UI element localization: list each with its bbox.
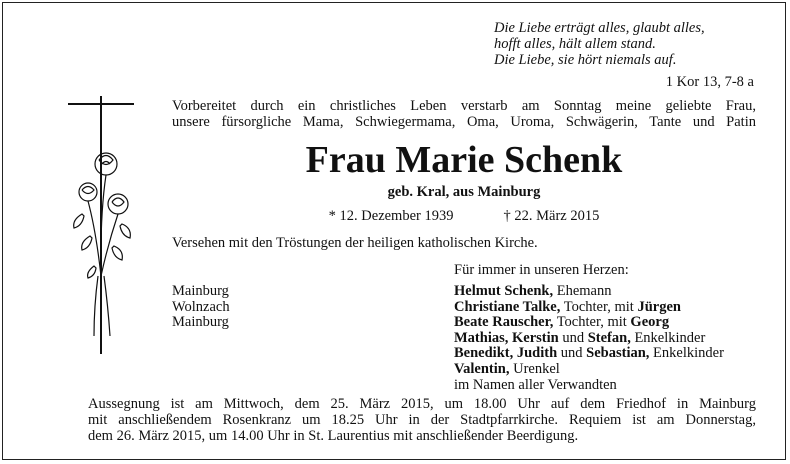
heart-line: Für immer in unseren Herzen: — [454, 262, 629, 278]
intro-line: Vorbereitet durch ein christliches Leben verstarb am Sonntag meine geliebte Frau, — [172, 98, 756, 114]
sacrament-line: Versehen mit den Tröstungen der heiligen katholischen Kirche. — [172, 235, 538, 251]
mourner-name: Sebastian, — [586, 345, 650, 362]
mourner: im Namen aller Verwandten — [454, 376, 617, 393]
place: Mainburg — [172, 314, 229, 331]
mourner-role: Enkelkinder — [630, 329, 706, 346]
funeral-details — [88, 396, 756, 444]
quote-line: hofft alles, hält allem stand. — [494, 36, 656, 52]
deceased-name: Frau Marie Schenk — [305, 139, 623, 181]
life-dates — [172, 208, 756, 225]
mourner-partner: Georg — [630, 314, 670, 331]
footer-line: dem 26. März 2015, um 14.00 Uhr in St. Laurentius mit anschließender Beerdigung. — [88, 428, 579, 444]
conjunction: und — [557, 345, 587, 362]
intro-text — [172, 98, 756, 130]
mourner-role: Urenkel — [509, 360, 560, 377]
places-list — [172, 284, 230, 331]
quote-line: Die Liebe, sie hört niemals auf. — [494, 52, 677, 68]
birth-date: * 12. Dezember 1939 — [328, 208, 454, 224]
quote-reference: 1 Kor 13, 7-8 a — [665, 74, 754, 90]
mourner — [454, 300, 764, 316]
conjunction: und — [558, 329, 588, 346]
mourner-name: Valentin, — [454, 360, 510, 377]
mourner-role: Enkelkinder — [649, 345, 724, 362]
quote-line: Die Liebe erträgt alles, glaubt alles, — [494, 20, 705, 36]
mourner — [454, 315, 764, 331]
place: Mainburg — [172, 283, 229, 299]
mourner — [454, 362, 764, 378]
mourner-partner: Jürgen — [637, 298, 681, 315]
mourner-name: Beate Rauscher, — [454, 314, 554, 331]
bible-quote — [494, 20, 754, 68]
intro-line: unsere fürsorgliche Mama, Schwiegermama, Oma, Uroma, Schwägerin, Tante und Patin — [172, 114, 756, 130]
mourner — [454, 284, 764, 300]
place: Wolnzach — [172, 298, 230, 315]
footer-line: Aussegnung ist am Mittwoch, dem 25. März 2015, um 18.00 Uhr auf dem Friedhof in Mainburg — [88, 396, 756, 412]
cross-with-roses-icon — [68, 96, 134, 354]
mourner-role: Tochter, mit — [560, 298, 638, 315]
mourner-name: Mathias, Kerstin — [454, 329, 559, 346]
mourner-name: Stefan, — [587, 329, 631, 346]
mourner-role: Tochter, mit — [553, 314, 631, 331]
mourner-name: Christiane Talke, — [454, 298, 561, 315]
mourners-list — [454, 284, 764, 393]
mourner — [454, 346, 764, 362]
mourner-role: Ehemann — [553, 283, 612, 299]
death-date: † 22. März 2015 — [503, 208, 600, 224]
mourner-name: Helmut Schenk, — [454, 283, 554, 299]
mourner — [454, 331, 764, 347]
born-name: geb. Kral, aus Mainburg — [387, 184, 541, 200]
mourner-name: Benedikt, Judith — [454, 345, 558, 362]
footer-line: mit anschließendem Rosenkranz um 18.25 Uhr in der Stadtpfarrkirche. Requiem ist am Donnerstag, — [88, 412, 756, 428]
